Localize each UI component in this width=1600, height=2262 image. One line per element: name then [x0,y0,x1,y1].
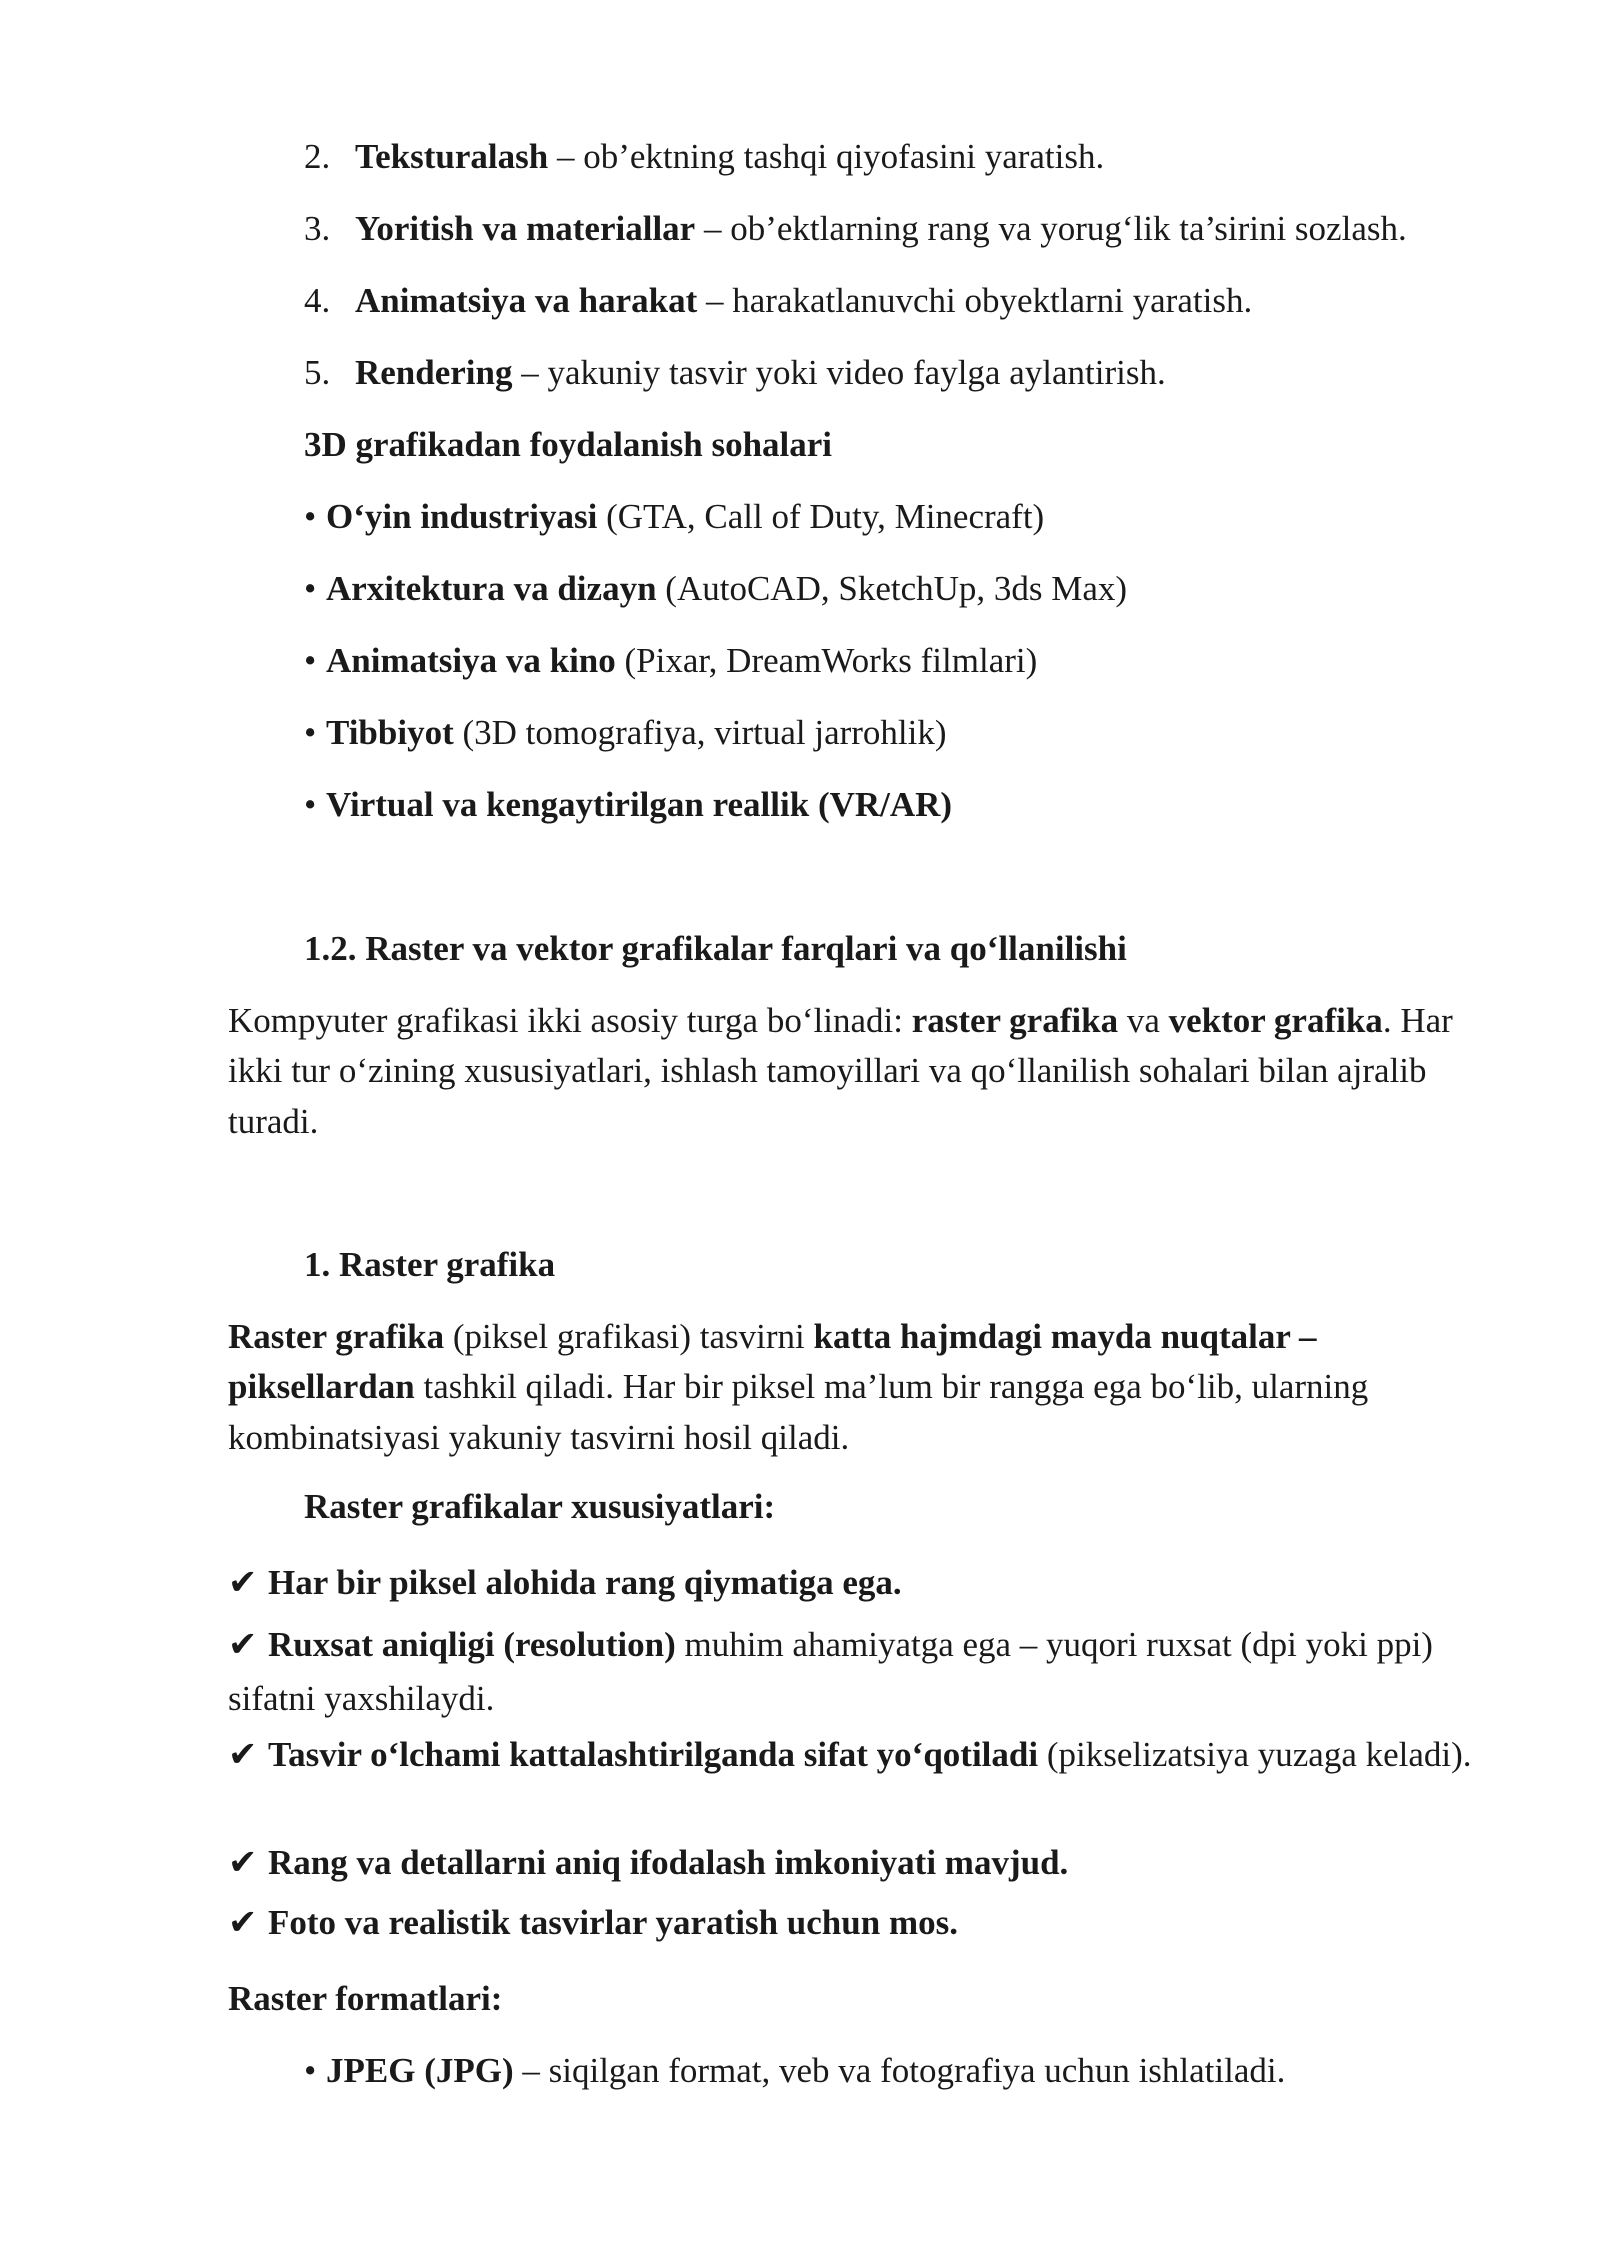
section-heading-text: 1.2. Raster va vektor grafikalar farqlari va qo‘llanilishi [304,929,1127,968]
feature-desc: (pikselizatsiya yuzaga keladi). [1038,1735,1472,1774]
raster-term: katta hajmdagi mayda nuqtalar – piksellardan [228,1317,1317,1407]
checkmark-icon: ✔ [228,1563,258,1602]
step-number: 2. [304,137,331,176]
feature-item [228,1618,1498,1727]
intro-term: raster grafika [911,1001,1119,1040]
step-term: Teksturalash [355,137,549,176]
raster-heading-text: 1. Raster grafika [304,1245,556,1284]
feature-term: Ruxsat aniqligi (resolution) [268,1625,676,1664]
step-desc: – harakatlanuvchi obyektlarni yaratish. [697,281,1253,320]
formats-heading-text: Raster formatlari: [228,1979,503,2018]
list-item [304,492,1504,542]
feature-term: Tasvir o‘lchami kattalashtirilganda sifat yo‘qotiladi [268,1735,1039,1774]
list-item [304,708,1504,758]
uses-heading [304,420,1504,470]
checkmark-icon: ✔ [228,1625,258,1664]
step-desc: – ob’ektlarning rang va yorug‘lik ta’sirini sozlash. [695,209,1407,248]
feature-item [228,1728,1498,1782]
bullet-icon: • [304,569,317,608]
formats-heading [228,1974,1498,2024]
step-item [304,132,1504,182]
intro-paragraph [228,996,1498,1147]
raster-heading [304,1240,1504,1290]
feature-term: Rang va detallarni aniq ifodalash imkoniyati mavjud. [268,1843,1069,1882]
list-term: O‘yin industriyasi [326,497,598,536]
step-desc: – ob’ektning tashqi qiyofasini yaratish. [548,137,1105,176]
step-item [304,204,1504,254]
list-term: Virtual va kengaytirilgan reallik (VR/AR) [326,785,953,824]
feature-item [228,1898,1498,1948]
step-term: Animatsiya va harakat [355,281,698,320]
features-heading [304,1482,1504,1532]
step-number: 4. [304,281,331,320]
bullet-icon: • [304,785,317,824]
intro-text: . Har ikki tur o‘zining xususiyatlari, ishlash tamoyillari va qo‘llanilish sohalari bilan ajralib turadi. [228,1001,1453,1141]
list-term: JPEG (JPG) [326,2051,514,2090]
checkmark-icon: ✔ [228,1735,258,1774]
list-desc: – siqilgan format, veb va fotografiya uchun ishlatiladi. [513,2051,1286,2090]
feature-term: Foto va realistik tasvirlar yaratish uchun mos. [268,1903,958,1942]
step-item [304,276,1504,326]
feature-item [228,1838,1498,1888]
checkmark-icon: ✔ [228,1843,258,1882]
step-term: Rendering [355,353,513,392]
intro-term: vektor grafika [1168,1001,1383,1040]
step-number: 5. [304,353,331,392]
list-item [304,636,1504,686]
list-desc: (AutoCAD, SketchUp, 3ds Max) [656,569,1128,608]
checkmark-icon: ✔ [228,1903,258,1942]
list-item [304,564,1504,614]
uses-heading-text: 3D grafikadan foydalanish sohalari [304,425,833,464]
bullet-icon: • [304,2051,317,2090]
list-term: Animatsiya va kino [326,641,616,680]
raster-text: (piksel grafikasi) tasvirni [444,1317,814,1356]
intro-text: va [1118,1001,1169,1040]
step-item [304,348,1504,398]
list-term: Arxitektura va dizayn [326,569,657,608]
section-heading [304,924,1504,974]
raster-text: tashkil qiladi. Har bir piksel ma’lum bir rangga ega bo‘lib, ularning kombinatsiyasi yakuniy tasvirni hosil qiladi. [228,1367,1369,1457]
bullet-icon: • [304,713,317,752]
step-term: Yoritish va materiallar [355,209,696,248]
features-heading-text: Raster grafikalar xususiyatlari: [304,1487,776,1526]
feature-term: Har bir piksel alohida rang qiymatiga ega. [268,1563,902,1602]
list-desc: (3D tomografiya, virtual jarrohlik) [453,713,947,752]
step-desc: – yakuniy tasvir yoki video faylga aylantirish. [512,353,1166,392]
bullet-icon: • [304,497,317,536]
list-term: Tibbiyot [326,713,454,752]
raster-paragraph [228,1312,1498,1463]
step-number: 3. [304,209,331,248]
list-item [304,780,1504,830]
list-item [304,2046,1504,2096]
intro-text: Kompyuter grafikasi ikki asosiy turga bo‘linadi: [228,1001,912,1040]
list-desc: (GTA, Call of Duty, Minecraft) [597,497,1045,536]
list-desc: (Pixar, DreamWorks filmlari) [615,641,1038,680]
feature-item [228,1558,1498,1608]
bullet-icon: • [304,641,317,680]
raster-term: Raster grafika [228,1317,445,1356]
feature-desc: muhim ahamiyatga ega – yuqori ruxsat (dpi yoki ppi) sifatni yaxshilaydi. [228,1625,1433,1719]
